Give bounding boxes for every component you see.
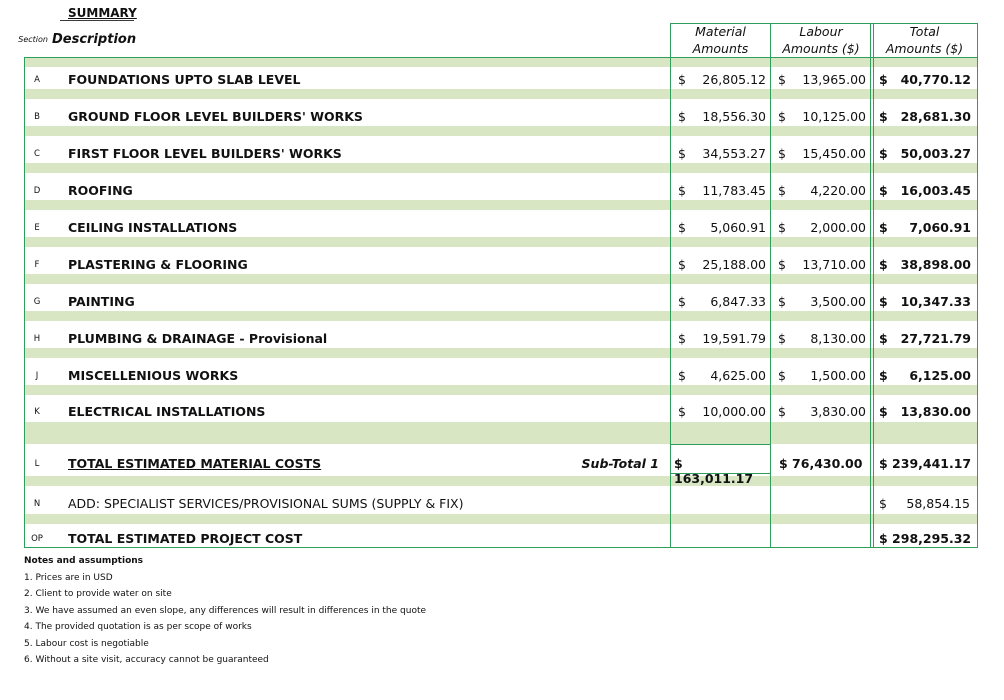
total-amount: 38,898.00 <box>900 257 971 272</box>
currency-symbol: $ <box>879 257 888 272</box>
table-row <box>24 218 977 238</box>
table-row <box>24 70 977 90</box>
currency-symbol: $ <box>678 109 686 124</box>
item-description: CEILING INSTALLATIONS <box>68 220 238 235</box>
subtotal-total: $ 239,441.17 <box>879 456 972 471</box>
currency-symbol: $ <box>879 183 888 198</box>
section-code: N <box>33 499 41 509</box>
total-amount: 50,003.27 <box>900 146 971 161</box>
section-code: OP <box>31 534 43 544</box>
band <box>24 237 977 247</box>
table-row <box>24 329 977 349</box>
currency-symbol: $ <box>778 257 786 272</box>
material-amount: 26,805.12 <box>702 72 766 87</box>
specialist-row <box>24 494 977 514</box>
section-code: G <box>33 297 41 307</box>
subtotal-row <box>24 454 977 486</box>
grid-line <box>24 57 978 58</box>
labour-amount: 3,500.00 <box>810 294 866 309</box>
section-code: H <box>33 334 41 344</box>
currency-symbol: $ <box>778 368 786 383</box>
currency-symbol: $ <box>678 294 686 309</box>
total-amount: 16,003.45 <box>900 183 971 198</box>
currency-symbol: $ <box>879 331 888 346</box>
currency-symbol: $ <box>879 294 888 309</box>
material-amount: 25,188.00 <box>702 257 766 272</box>
item-description: PLASTERING & FLOORING <box>68 257 248 272</box>
band <box>24 514 977 524</box>
section-code: L <box>34 459 40 469</box>
project-total-row <box>24 529 977 549</box>
currency-symbol: $ <box>678 404 686 419</box>
band <box>24 311 977 321</box>
total-amount: 6,125.00 <box>909 368 971 383</box>
item-description: ELECTRICAL INSTALLATIONS <box>68 404 266 419</box>
item-description: MISCELLENIOUS WORKS <box>68 368 239 383</box>
table-row <box>24 107 977 127</box>
currency-symbol: $ <box>678 72 686 87</box>
subtotal-labour: $ 76,430.00 <box>779 456 863 471</box>
item-description: FIRST FLOOR LEVEL BUILDERS' WORKS <box>68 146 342 161</box>
item-description: FOUNDATIONS UPTO SLAB LEVEL <box>68 72 301 87</box>
currency-symbol: $ <box>678 183 686 198</box>
currency-symbol: $ <box>678 257 686 272</box>
total-header-line2: Amounts ($) <box>885 41 964 56</box>
section-code: J <box>35 371 39 381</box>
band <box>24 163 977 173</box>
project-total-amount: $ 298,295.32 <box>879 531 972 546</box>
note-item: 3. We have assumed an even slope, any differences will result in differences in the quote <box>24 605 427 616</box>
band <box>24 348 977 358</box>
section-code: F <box>34 260 40 270</box>
material-amount: 18,556.30 <box>702 109 766 124</box>
subtotal-label: Sub-Total 1 <box>581 456 659 471</box>
labour-amount: 1,500.00 <box>810 368 866 383</box>
table-row <box>24 402 977 422</box>
material-amount: 6,847.33 <box>710 294 766 309</box>
total-amount: 13,830.00 <box>900 404 971 419</box>
currency-symbol: $ <box>879 146 888 161</box>
currency-symbol: $ <box>678 331 686 346</box>
band <box>24 200 977 210</box>
currency-symbol: $ <box>778 183 786 198</box>
subtotal-material: $ 163,011.17 <box>674 456 754 486</box>
table-row <box>24 366 977 386</box>
grid-line <box>670 23 978 24</box>
note-item: 1. Prices are in USD <box>24 572 113 583</box>
currency-symbol: $ <box>879 496 887 511</box>
total-amount: 28,681.30 <box>900 109 971 124</box>
material-column-header <box>671 23 770 57</box>
material-amount: 10,000.00 <box>702 404 766 419</box>
labour-amount: 15,450.00 <box>802 146 866 161</box>
currency-symbol: $ <box>879 220 888 235</box>
page-title: SUMMARY <box>68 6 137 20</box>
table-row <box>24 255 977 275</box>
notes-section <box>24 553 426 669</box>
note-item: 4. The provided quotation is as per scope of works <box>24 622 252 632</box>
note-item: 6. Without a site visit, accuracy cannot be guaranteed <box>24 655 269 665</box>
band <box>24 274 977 284</box>
labour-amount: 3,830.00 <box>810 404 866 419</box>
table-row <box>24 181 977 201</box>
section-code: E <box>34 223 40 233</box>
material-amount: 34,553.27 <box>702 146 766 161</box>
labour-header-line1: Labour <box>799 24 843 39</box>
currency-symbol: $ <box>778 72 786 87</box>
band <box>24 126 977 136</box>
item-description: PLUMBING & DRAINAGE - Provisional <box>68 331 328 346</box>
note-item: 5. Labour cost is negotiable <box>24 638 149 649</box>
material-amount: 5,060.91 <box>710 220 766 235</box>
currency-symbol: $ <box>778 146 786 161</box>
currency-symbol: $ <box>778 109 786 124</box>
specialist-total: 58,854.15 <box>906 496 970 511</box>
item-description: ROOFING <box>68 183 133 198</box>
currency-symbol: $ <box>678 368 686 383</box>
material-header-line1: Material <box>695 24 746 39</box>
currency-symbol: $ <box>678 146 686 161</box>
notes-title: Notes and assumptions <box>24 556 144 566</box>
band <box>24 385 977 395</box>
labour-amount: 4,220.00 <box>810 183 866 198</box>
currency-symbol: $ <box>778 294 786 309</box>
total-amount: 40,770.12 <box>900 72 971 87</box>
total-amount: 10,347.33 <box>900 294 971 309</box>
labour-amount: 13,710.00 <box>802 257 866 272</box>
currency-symbol: $ <box>879 368 888 383</box>
currency-symbol: $ <box>778 404 786 419</box>
material-amount: 19,591.79 <box>702 331 766 346</box>
labour-column-header <box>771 23 871 57</box>
labour-header-line2: Amounts ($) <box>782 41 860 56</box>
band <box>24 89 977 99</box>
section-code: C <box>34 149 40 159</box>
description-column-header: Description <box>52 32 137 47</box>
table-row <box>24 144 977 164</box>
currency-symbol: $ <box>879 109 888 124</box>
band <box>24 57 977 67</box>
section-code: D <box>33 186 41 196</box>
subtotal-description: TOTAL ESTIMATED MATERIAL COSTS <box>68 456 322 471</box>
total-amount: 27,721.79 <box>900 331 971 346</box>
currency-symbol: $ <box>678 220 686 235</box>
item-description: PAINTING <box>68 294 135 309</box>
table-row <box>24 292 977 312</box>
section-code: A <box>34 75 40 85</box>
grid-line <box>977 23 978 548</box>
note-item: 2. Client to provide water on site <box>24 589 172 599</box>
section-code: B <box>34 112 40 122</box>
total-header-line1: Total <box>909 24 940 39</box>
band <box>24 422 977 444</box>
labour-amount: 13,965.00 <box>802 72 866 87</box>
material-amount: 11,783.45 <box>702 183 766 198</box>
section-code: K <box>34 407 40 417</box>
project-total-description: TOTAL ESTIMATED PROJECT COST <box>68 531 303 546</box>
specialist-description: ADD: SPECIALIST SERVICES/PROVISIONAL SUMS (SUPPLY & FIX) <box>68 496 464 511</box>
material-header-line2: Amounts <box>692 41 749 56</box>
labour-amount: 10,125.00 <box>802 109 866 124</box>
grid-line <box>670 444 771 445</box>
total-amount: 7,060.91 <box>909 220 971 235</box>
title-underline <box>60 20 134 21</box>
material-amount: 4,625.00 <box>710 368 766 383</box>
currency-symbol: $ <box>879 404 888 419</box>
total-column-header <box>873 23 976 57</box>
currency-symbol: $ <box>778 220 786 235</box>
labour-amount: 2,000.00 <box>810 220 866 235</box>
currency-symbol: $ <box>778 331 786 346</box>
labour-amount: 8,130.00 <box>810 331 866 346</box>
band <box>24 476 977 486</box>
section-column-header: Section <box>18 35 48 44</box>
item-description: GROUND FLOOR LEVEL BUILDERS' WORKS <box>68 109 363 124</box>
currency-symbol: $ <box>879 72 888 87</box>
